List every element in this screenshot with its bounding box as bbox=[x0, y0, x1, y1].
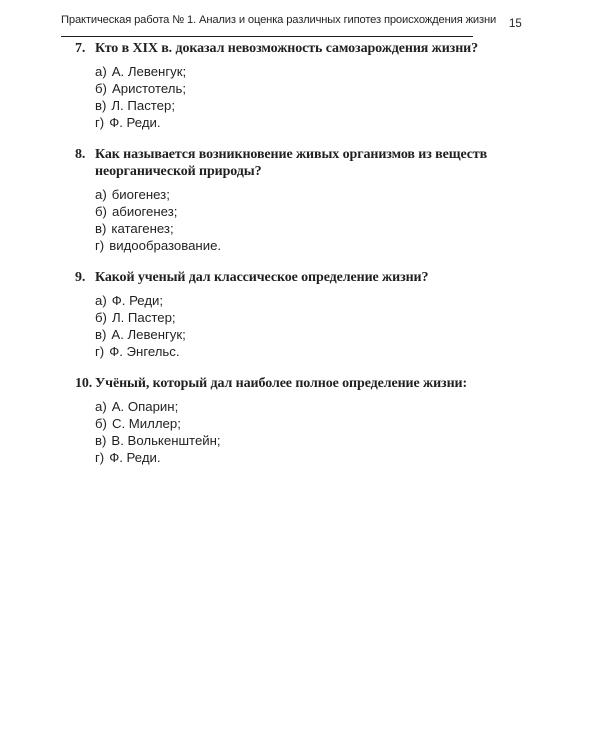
option-letter: г) bbox=[95, 344, 105, 359]
question-9 bbox=[75, 269, 535, 360]
page-header bbox=[61, 10, 497, 37]
answer-options bbox=[95, 292, 535, 360]
question-text: Учёный, который дал наиболее полное определение жизни: bbox=[95, 376, 468, 391]
option-text: абиогенез; bbox=[111, 204, 178, 219]
option-letter: б) bbox=[95, 310, 107, 325]
question-text: Как называется возникновение живых организмов из веществ неорганической природы? bbox=[95, 147, 488, 179]
question-heading bbox=[75, 375, 535, 392]
question-heading bbox=[75, 40, 535, 57]
answer-options bbox=[95, 398, 535, 466]
option-text: Аристотель; bbox=[111, 81, 186, 96]
option-letter: в) bbox=[95, 433, 107, 448]
option-text: Ф. Реди. bbox=[109, 450, 161, 465]
option-letter: а) bbox=[95, 293, 107, 308]
option-text: А. Левенгук; bbox=[111, 327, 186, 342]
option-letter: б) bbox=[95, 204, 107, 219]
question-8 bbox=[75, 146, 535, 254]
questions-list bbox=[75, 40, 535, 481]
answer-options bbox=[95, 186, 535, 254]
option-text: Ф. Энгельс. bbox=[109, 344, 180, 359]
page-number: 15 bbox=[509, 18, 522, 30]
answer-option bbox=[95, 343, 535, 360]
option-letter: а) bbox=[95, 399, 107, 414]
answer-option bbox=[95, 63, 535, 80]
answer-options bbox=[95, 63, 535, 131]
answer-option bbox=[95, 114, 535, 131]
option-letter: а) bbox=[95, 64, 107, 79]
option-letter: б) bbox=[95, 81, 107, 96]
answer-option bbox=[95, 449, 535, 466]
option-text: видообразование. bbox=[109, 238, 222, 253]
question-7 bbox=[75, 40, 535, 131]
question-number: 7. bbox=[75, 41, 86, 56]
question-text: Какой ученый дал классическое определение жизни? bbox=[95, 270, 429, 285]
answer-option bbox=[95, 309, 535, 326]
answer-option bbox=[95, 415, 535, 432]
running-header-title: Практическая работа № 1. Анализ и оценка различных гипотез происхождения жизни bbox=[61, 14, 497, 26]
option-text: А. Левенгук; bbox=[111, 64, 187, 79]
option-letter: в) bbox=[95, 327, 107, 342]
option-text: Л. Пастер; bbox=[111, 98, 176, 113]
option-text: биогенез; bbox=[111, 187, 170, 202]
question-number: 8. bbox=[75, 147, 86, 162]
option-text: Ф. Реди; bbox=[111, 293, 164, 308]
question-number: 9. bbox=[75, 270, 86, 285]
option-text: Ф. Реди. bbox=[109, 115, 161, 130]
question-number: 10. bbox=[75, 376, 93, 391]
option-text: катагенез; bbox=[111, 221, 174, 236]
option-letter: в) bbox=[95, 221, 107, 236]
option-letter: г) bbox=[95, 450, 105, 465]
option-text: В. Волькенштейн; bbox=[111, 433, 221, 448]
question-10 bbox=[75, 375, 535, 466]
option-letter: г) bbox=[95, 238, 105, 253]
option-letter: б) bbox=[95, 416, 107, 431]
answer-option bbox=[95, 237, 535, 254]
question-heading bbox=[75, 269, 535, 286]
answer-option bbox=[95, 220, 535, 237]
option-letter: в) bbox=[95, 98, 107, 113]
option-text: А. Опарин; bbox=[111, 399, 179, 414]
option-letter: г) bbox=[95, 115, 105, 130]
answer-option bbox=[95, 80, 535, 97]
option-text: Л. Пастер; bbox=[111, 310, 176, 325]
answer-option bbox=[95, 292, 535, 309]
answer-option bbox=[95, 326, 535, 343]
question-heading bbox=[75, 146, 535, 180]
answer-option bbox=[95, 432, 535, 449]
option-text: С. Миллер; bbox=[111, 416, 181, 431]
option-letter: а) bbox=[95, 187, 107, 202]
answer-option bbox=[95, 203, 535, 220]
question-text: Кто в XIX в. доказал невозможность самозарождения жизни? bbox=[95, 41, 479, 56]
answer-option bbox=[95, 97, 535, 114]
answer-option bbox=[95, 186, 535, 203]
answer-option bbox=[95, 398, 535, 415]
